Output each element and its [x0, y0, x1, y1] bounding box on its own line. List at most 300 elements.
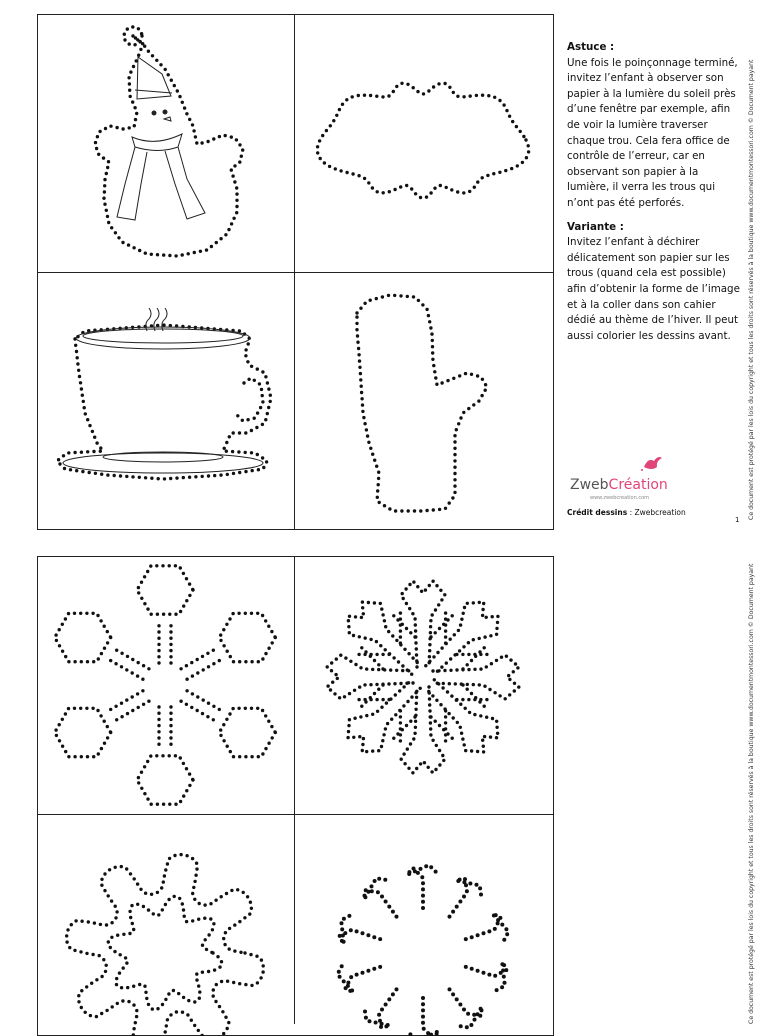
punch-hole-dot: [129, 916, 132, 919]
punch-hole-dot: [103, 184, 106, 187]
punch-hole-dot: [409, 631, 412, 634]
bird-icon: [640, 455, 664, 473]
punch-hole-dot: [453, 447, 456, 450]
punch-hole-dot: [377, 668, 380, 671]
punch-hole-dot: [387, 94, 390, 97]
punch-hole-dot: [432, 655, 435, 658]
punch-hole-dot: [223, 943, 226, 946]
punch-hole-dot: [179, 610, 182, 613]
punch-hole-dot: [468, 882, 472, 886]
zwebcreation-logo: [570, 455, 680, 505]
punch-hole-dot: [233, 923, 236, 926]
punch-hole-dot: [246, 895, 249, 898]
punch-hole-dot: [239, 951, 242, 954]
punch-hole-dot: [472, 403, 475, 406]
punch-hole-dot: [377, 688, 380, 691]
punch-hole-dot: [392, 737, 395, 740]
punch-hole-dot: [131, 100, 134, 103]
punch-hole-dot: [212, 137, 215, 140]
punch-hole-dot: [99, 714, 102, 717]
tip-title: Astuce :: [567, 40, 743, 56]
punch-hole-dot: [361, 971, 365, 975]
punch-hole-dot: [362, 737, 365, 740]
punch-hole-dot: [191, 588, 194, 591]
punch-hole-dot: [351, 95, 354, 98]
punch-hole-dot: [458, 900, 462, 904]
punch-hole-dot: [233, 180, 236, 183]
punch-hole-dot: [473, 186, 476, 189]
punch-hole-dot: [388, 507, 391, 510]
punch-hole-dot: [496, 621, 499, 624]
punch-hole-dot: [413, 635, 416, 638]
punch-hole-dot: [242, 381, 245, 384]
punch-hole-dot: [143, 985, 146, 988]
punch-hole-dot: [264, 375, 267, 378]
punch-hole-dot: [261, 614, 264, 617]
punch-hole-dot: [188, 582, 191, 585]
punch-hole-dot: [412, 737, 415, 740]
punch-hole-dot: [399, 733, 402, 736]
punch-hole-dot: [125, 475, 128, 478]
punch-hole-dot: [209, 917, 212, 920]
punch-hole-dot: [397, 660, 400, 663]
punch-hole-dot: [399, 682, 402, 685]
punch-hole-dot: [359, 378, 362, 381]
punch-hole-dot: [257, 755, 260, 758]
punch-hole-dot: [466, 663, 469, 666]
punch-hole-dot: [399, 709, 402, 712]
punch-hole-dot: [69, 468, 72, 471]
punch-hole-dot: [507, 674, 510, 677]
punch-hole-dot: [222, 937, 225, 940]
punch-hole-dot: [434, 376, 437, 379]
punch-hole-dot: [508, 678, 511, 681]
punch-hole-dot: [226, 980, 229, 983]
credit-value: : Zwebcreation: [627, 508, 686, 517]
punch-hole-dot: [197, 918, 200, 921]
punch-hole-dot: [121, 127, 124, 130]
punch-hole-dot: [328, 165, 331, 168]
punch-hole-dot: [165, 1024, 168, 1027]
punch-hole-dot: [495, 726, 498, 729]
punch-hole-dot: [360, 705, 363, 708]
punch-hole-dot: [210, 245, 213, 248]
punch-hole-dot: [367, 441, 370, 444]
punch-hole-dot: [498, 694, 501, 697]
punch-hole-dot: [155, 754, 158, 757]
punch-hole-dot: [261, 394, 264, 397]
punch-hole-dot: [166, 862, 169, 865]
punch-hole-dot: [147, 50, 150, 53]
punch-hole-dot: [380, 1008, 384, 1012]
punch-hole-dot: [94, 141, 97, 144]
punch-hole-dot: [453, 484, 456, 487]
punch-hole-dot: [253, 417, 256, 420]
punch-hole-dot: [179, 756, 182, 759]
punch-hole-dot: [439, 184, 442, 187]
punch-hole-dot: [407, 767, 410, 770]
punch-hole-dot: [152, 912, 155, 915]
punch-hole-dot: [127, 1000, 130, 1003]
punch-hole-dot: [238, 920, 241, 923]
punch-hole-dot: [399, 617, 402, 620]
punch-hole-dot: [97, 752, 100, 755]
punch-hole-dot: [267, 625, 270, 628]
punch-hole-dot: [246, 360, 249, 363]
punch-hole-dot: [361, 600, 364, 603]
punch-hole-dot: [413, 715, 416, 718]
punch-hole-dot: [103, 625, 106, 628]
punch-hole-dot: [319, 157, 322, 160]
punch-hole-dot: [103, 178, 106, 181]
punch-hole-dot: [434, 608, 437, 611]
punch-hole-dot: [376, 489, 379, 492]
punch-hole-dot: [347, 724, 350, 727]
punch-hole-dot: [339, 654, 342, 657]
punch-hole-dot: [483, 646, 486, 649]
snowflake-dotted-outline: [326, 580, 521, 775]
punch-hole-dot: [86, 418, 89, 421]
punch-hole-dot: [120, 865, 123, 868]
punch-hole-dot: [173, 854, 176, 857]
punch-hole-dot: [95, 1015, 98, 1018]
punch-hole-dot: [147, 1003, 150, 1006]
punch-hole-dot: [185, 599, 188, 602]
punch-hole-dot: [115, 649, 118, 652]
punch-hole-dot: [271, 641, 274, 644]
punch-hole-dot: [244, 348, 247, 351]
punch-hole-dot: [427, 314, 430, 317]
punch-hole-dot: [414, 691, 417, 694]
punch-hole-dot: [236, 414, 239, 417]
punch-hole-dot: [265, 460, 268, 463]
punch-hole-dot: [448, 915, 452, 919]
punch-hole-dot: [144, 991, 147, 994]
punch-hole-dot: [261, 709, 264, 712]
punch-hole-dot: [193, 898, 196, 901]
punch-hole-dot: [202, 668, 205, 671]
punch-hole-dot: [131, 709, 134, 712]
punch-hole-dot: [431, 345, 434, 348]
punch-hole-dot: [357, 174, 360, 177]
punch-hole-dot: [353, 717, 356, 720]
punch-hole-dot: [377, 471, 380, 474]
punch-hole-dot: [157, 661, 160, 664]
punch-hole-dot: [129, 95, 132, 98]
punch-hole-dot: [428, 703, 431, 706]
punch-hole-dot: [424, 664, 427, 667]
punch-hole-dot: [224, 931, 227, 934]
punch-hole-dot: [228, 927, 231, 930]
punch-hole-dot: [338, 696, 341, 699]
punch-hole-dot: [137, 776, 140, 779]
punch-hole-dot: [64, 712, 67, 715]
snowflake-star-drawing: [37, 815, 294, 1025]
punch-hole-dot: [449, 657, 452, 660]
punch-hole-dot: [371, 186, 374, 189]
punch-hole-dot: [183, 106, 186, 109]
punch-hole-dot: [260, 958, 263, 961]
punch-hole-dot: [470, 935, 474, 939]
punch-hole-dot: [140, 597, 143, 600]
punch-hole-dot: [225, 718, 228, 721]
punch-hole-dot: [316, 145, 319, 148]
punch-hole-dot: [461, 698, 464, 701]
punch-hole-dot: [355, 322, 358, 325]
punch-hole-dot: [421, 900, 425, 904]
punch-hole-dot: [409, 720, 412, 723]
punch-hole-dot: [421, 1008, 425, 1012]
punch-hole-dot: [340, 921, 344, 925]
punch-hole-dot: [137, 661, 140, 664]
punch-hole-dot: [441, 686, 444, 689]
punch-hole-dot: [458, 374, 461, 377]
punch-hole-dot: [521, 161, 524, 164]
punch-hole-dot: [483, 685, 486, 688]
punch-hole-dot: [92, 660, 95, 663]
punch-hole-dot: [255, 955, 258, 958]
punch-hole-dot: [355, 311, 358, 314]
punch-hole-dot: [251, 469, 254, 472]
punch-hole-dot: [464, 707, 467, 710]
punch-hole-dot: [356, 334, 359, 337]
punch-hole-dot: [169, 637, 172, 640]
punch-hole-dot: [427, 685, 430, 688]
punch-hole-dot: [425, 509, 428, 512]
punch-hole-dot: [105, 1009, 108, 1012]
punch-hole-dot: [467, 698, 470, 701]
punch-hole-dot: [99, 923, 102, 926]
punch-hole-dot: [502, 938, 506, 942]
punch-hole-dot: [273, 730, 276, 733]
punch-hole-dot: [256, 411, 259, 414]
punch-hole-dot: [357, 653, 360, 656]
punch-hole-dot: [472, 638, 475, 641]
punch-hole-dot: [174, 613, 177, 616]
punch-hole-dot: [196, 671, 199, 674]
punch-hole-dot: [138, 476, 141, 479]
punch-hole-dot: [415, 767, 418, 770]
punch-hole-dot: [429, 326, 432, 329]
punch-hole-dot: [115, 910, 118, 913]
punch-hole-dot: [54, 728, 57, 731]
punch-hole-dot: [188, 594, 191, 597]
punch-hole-dot: [487, 929, 491, 933]
punch-hole-dot: [452, 716, 455, 719]
punch-hole-dot: [406, 700, 409, 703]
punch-hole-dot: [388, 190, 391, 193]
punch-hole-dot: [127, 76, 130, 79]
punch-hole-dot: [197, 984, 200, 987]
punch-hole-dot: [321, 134, 324, 137]
punch-hole-dot: [64, 655, 67, 658]
punch-hole-dot: [240, 155, 243, 158]
punch-hole-dot: [213, 474, 216, 477]
punch-hole-dot: [232, 755, 235, 758]
punch-hole-dot: [392, 90, 395, 93]
punch-hole-dot: [174, 564, 177, 567]
punch-hole-dot: [185, 678, 188, 681]
snowflake-ring-drawing: [295, 815, 552, 1025]
punch-hole-dot: [179, 667, 182, 670]
punch-hole-dot: [63, 467, 66, 470]
punch-hole-dot: [160, 886, 163, 889]
punch-hole-dot: [413, 617, 416, 620]
mitten-drawing: [295, 273, 552, 530]
punch-hole-dot: [354, 663, 357, 666]
punch-hole-dot: [161, 908, 164, 911]
punch-hole-dot: [455, 668, 458, 671]
punch-hole-dot: [118, 971, 121, 974]
punch-hole-dot: [126, 27, 129, 30]
punch-hole-dot: [435, 584, 438, 587]
punch-hole-dot: [414, 192, 417, 195]
punch-hole-dot: [421, 887, 425, 891]
punch-hole-dot: [164, 998, 167, 1001]
punch-hole-dot: [178, 95, 181, 98]
punch-hole-dot: [90, 982, 93, 985]
punch-hole-dot: [136, 674, 139, 677]
punch-hole-dot: [347, 625, 350, 628]
punch-hole-dot: [135, 1015, 138, 1018]
punch-hole-dot: [427, 89, 430, 92]
punch-hole-dot: [334, 673, 337, 676]
punch-hole-dot: [218, 965, 221, 968]
punch-hole-dot: [129, 872, 132, 875]
punch-hole-dot: [228, 435, 231, 438]
punch-hole-dot: [407, 872, 411, 876]
punch-hole-dot: [486, 174, 489, 177]
punch-hole-dot: [169, 712, 172, 715]
punch-hole-dot: [104, 127, 107, 130]
punch-hole-dot: [412, 295, 415, 298]
punch-hole-dot: [125, 867, 128, 870]
punch-hole-dot: [387, 653, 390, 656]
punch-hole-dot: [467, 407, 470, 410]
punch-hole-dot: [168, 254, 171, 257]
punch-hole-dot: [185, 920, 188, 923]
punch-hole-dot: [242, 891, 245, 894]
punch-hole-dot: [181, 1011, 184, 1014]
punch-hole-dot: [174, 254, 177, 257]
punch-hole-dot: [191, 919, 194, 922]
punch-hole-dot: [161, 1003, 164, 1006]
punch-hole-dot: [505, 655, 508, 658]
punch-hole-dot: [361, 606, 364, 609]
punch-hole-dot: [346, 736, 349, 739]
punch-hole-dot: [411, 612, 414, 615]
punch-hole-dot: [477, 399, 480, 402]
punch-hole-dot: [109, 125, 112, 128]
punch-hole-dot: [384, 625, 387, 628]
punch-hole-dot: [145, 997, 148, 1000]
punch-hole-dot: [344, 656, 347, 659]
punch-hole-dot: [378, 965, 382, 969]
punch-hole-dot: [142, 664, 145, 667]
punch-hole-dot: [432, 85, 435, 88]
punch-hole-dot: [323, 161, 326, 164]
punch-hole-dot: [244, 612, 247, 615]
punch-hole-dot: [105, 172, 108, 175]
punch-hole-dot: [516, 164, 519, 167]
punch-hole-dot: [73, 755, 76, 758]
punch-hole-dot: [479, 667, 482, 670]
punch-hole-dot: [222, 644, 225, 647]
punch-hole-dot: [451, 910, 455, 914]
punch-hole-dot: [421, 1015, 425, 1019]
punch-hole-dot: [369, 638, 372, 641]
punch-hole-dot: [247, 378, 250, 381]
punch-hole-dot: [103, 720, 106, 723]
hot-drink-cup-drawing: [37, 273, 294, 530]
punch-hole-dot: [162, 880, 165, 883]
punch-hole-dot: [147, 908, 150, 911]
punch-hole-dot: [173, 895, 176, 898]
punch-hole-dot: [492, 172, 495, 175]
punch-hole-dot: [212, 994, 215, 997]
punch-hole-dot: [119, 953, 122, 956]
punch-hole-dot: [429, 715, 432, 718]
punch-hole-dot: [100, 878, 103, 881]
punch-hole-dot: [65, 934, 68, 937]
punch-hole-dot: [124, 956, 127, 959]
punch-hole-dot: [399, 623, 402, 626]
punch-hole-dot: [220, 960, 223, 963]
punch-hole-dot: [169, 730, 172, 733]
punch-hole-dot: [498, 99, 501, 102]
punch-hole-dot: [377, 1013, 381, 1017]
punch-hole-dot: [490, 662, 493, 665]
punch-hole-dot: [137, 27, 140, 30]
punch-hole-dot: [126, 986, 129, 989]
punch-hole-dot: [222, 628, 225, 631]
punch-hole-dot: [183, 915, 186, 918]
punch-hole-dot: [366, 933, 370, 937]
punch-hole-dot: [218, 135, 221, 138]
punch-hole-dot: [366, 969, 370, 973]
punch-hole-dot: [144, 892, 147, 895]
punch-hole-dot: [149, 754, 152, 757]
snowman-nose: [164, 117, 171, 121]
punch-hole-dot: [367, 890, 371, 894]
punch-hole-dot: [517, 685, 520, 688]
punch-hole-dot: [372, 935, 376, 939]
punch-hole-dot: [131, 922, 134, 925]
punch-hole-dot: [270, 630, 273, 633]
punch-hole-dot: [438, 627, 441, 630]
punch-hole-dot: [500, 923, 504, 927]
punch-hole-dot: [220, 980, 223, 983]
punch-hole-dot: [414, 629, 417, 632]
punch-hole-dot: [110, 921, 113, 924]
punch-hole-dot: [403, 648, 406, 651]
punch-hole-dot: [197, 1029, 200, 1032]
punch-hole-dot: [428, 691, 431, 694]
punch-hole-dot: [212, 662, 215, 665]
punch-hole-dot: [215, 241, 218, 244]
punch-hole-dot: [191, 692, 194, 695]
punch-hole-dot: [238, 982, 241, 985]
punch-hole-dot: [261, 456, 264, 459]
punch-hole-dot: [235, 205, 238, 208]
punch-hole-dot: [376, 890, 380, 894]
punch-hole-dot: [185, 767, 188, 770]
punch-hole-dot: [113, 474, 116, 477]
punch-hole-dot: [459, 1024, 463, 1028]
punch-hole-dot: [357, 353, 360, 356]
punch-hole-dot: [342, 940, 346, 944]
punch-hole-dot: [369, 447, 372, 450]
